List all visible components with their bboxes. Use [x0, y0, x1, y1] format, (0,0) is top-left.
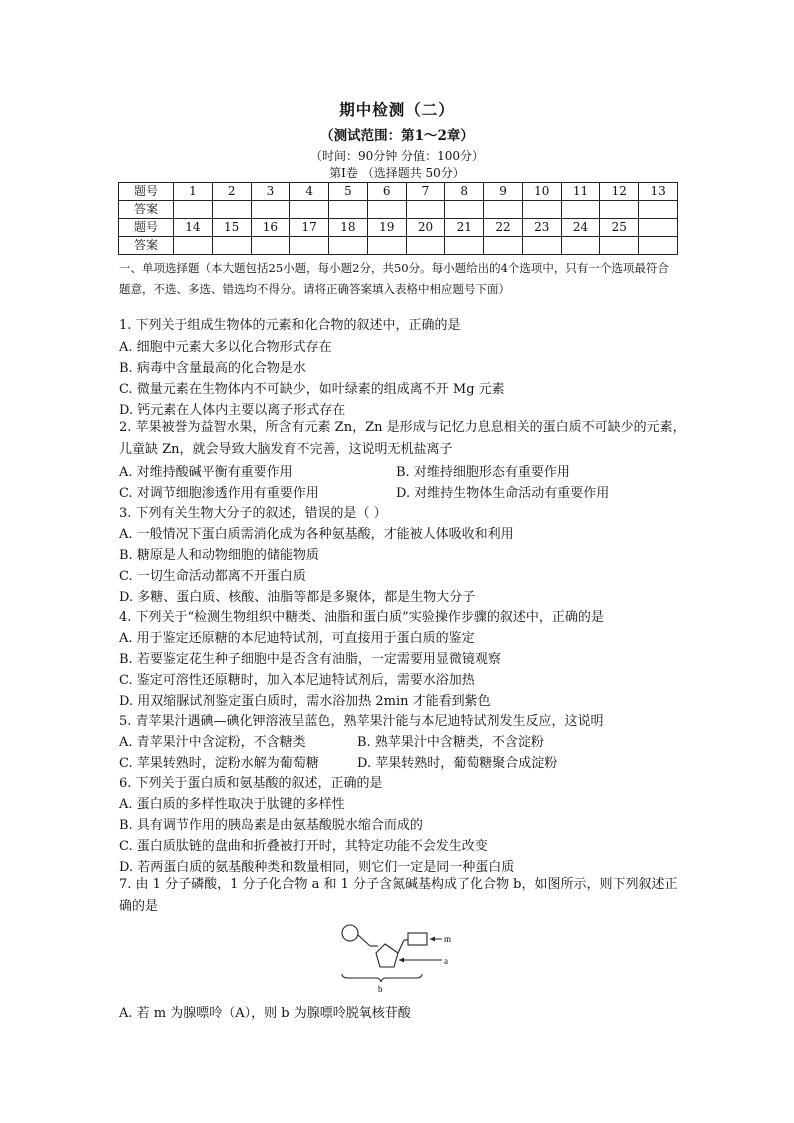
question-3-option-c: C. 一切生命活动都离不开蛋白质 — [119, 569, 306, 584]
question-6-option-d: D. 若两蛋白质的氨基酸种类和数量相同，则它们一定是同一种蛋白质 — [119, 860, 515, 875]
question-4-stem: 4. 下列关于“检测生物组织中糖类、油脂和蛋白质”实验操作步骤的叙述中，正确的是 — [119, 610, 604, 625]
phosphate-circle — [342, 925, 358, 941]
base-rectangle — [408, 933, 427, 945]
table-cell: 25 — [600, 219, 639, 237]
phosphate-bond — [358, 935, 370, 946]
table-cell: 14 — [174, 219, 213, 237]
pentose-ring — [376, 944, 398, 967]
table-cell: 2 — [212, 183, 251, 201]
question-5-option-d: D. 苹果转熟时，葡萄糖聚合成淀粉 — [357, 756, 558, 771]
label-a: a — [444, 956, 448, 966]
table-cell: 1 — [174, 183, 213, 201]
table-cell: 18 — [329, 219, 368, 237]
table-row — [119, 237, 678, 255]
question-2-option-a: A. 对维持酸碱平衡有重要作用 — [119, 465, 293, 480]
time-and-score: （时间：90分钟 分值：100分） — [310, 149, 484, 163]
answer-cell[interactable] — [561, 237, 600, 255]
answer-cell[interactable] — [174, 237, 213, 255]
table-cell: 题号 — [119, 183, 174, 201]
table-row — [119, 201, 678, 219]
question-4-option-a: A. 用于鉴定还原糖的本尼迪特试剂，可直接用于蛋白质的鉴定 — [119, 631, 475, 646]
table-cell: 8 — [445, 183, 484, 201]
answer-cell[interactable] — [251, 237, 290, 255]
question-7-option-a: A. 若 m 为腺嘌呤（A），则 b 为腺嘌呤脱氧核苷酸 — [119, 1006, 411, 1021]
question-1-option-b: B. 病毒中含量最高的化合物是水 — [119, 361, 306, 376]
answer-cell[interactable] — [174, 201, 213, 219]
table-cell: 题号 — [119, 219, 174, 237]
test-scope: （测试范围：第1～2章） — [320, 128, 474, 144]
question-5-stem: 5. 青苹果汁遇碘—碘化钾溶液呈蓝色，熟苹果汁能与本尼迪特试剂发生反应，这说明 — [119, 714, 604, 729]
table-cell: 19 — [367, 219, 406, 237]
answer-cell[interactable] — [406, 201, 445, 219]
answer-cell[interactable] — [445, 237, 484, 255]
table-cell: 15 — [212, 219, 251, 237]
question-2-stem: 2. 苹果被誉为益智水果，所含有元素 Zn，Zn 是形成与记忆力息息相关的蛋白质不可缺少的元素，儿童缺 Zn，就会导致大脑发育不完善，这说明无机盐离子 — [119, 420, 686, 457]
table-cell: 11 — [561, 183, 600, 201]
answer-cell[interactable] — [639, 237, 678, 255]
answer-cell[interactable] — [212, 201, 251, 219]
nucleotide-diagram — [338, 922, 468, 994]
answer-cell[interactable] — [406, 237, 445, 255]
label-m: m — [444, 934, 452, 944]
page-title: 期中检测（二） — [339, 100, 455, 119]
question-2-option-d: D. 对维持生物体生命活动有重要作用 — [396, 486, 610, 501]
question-5-option-b: B. 熟苹果汁中含糖类，不含淀粉 — [357, 735, 544, 750]
answer-cell[interactable] — [329, 237, 368, 255]
answer-cell[interactable] — [290, 201, 329, 219]
question-3-stem: 3. 下列有关生物大分子的叙述，错误的是（ ） — [119, 506, 387, 521]
table-cell — [639, 219, 678, 237]
question-4-option-b: B. 若要鉴定花生种子细胞中是否含有油脂，一定需要用显微镜观察 — [119, 652, 501, 667]
table-row — [119, 183, 678, 201]
answer-cell[interactable] — [445, 201, 484, 219]
table-cell: 24 — [561, 219, 600, 237]
table-cell: 7 — [406, 183, 445, 201]
table-cell: 9 — [484, 183, 523, 201]
table-cell: 13 — [639, 183, 678, 201]
table-cell: 23 — [522, 219, 561, 237]
answer-cell[interactable] — [367, 237, 406, 255]
answer-cell[interactable] — [484, 201, 523, 219]
answer-cell[interactable] — [367, 201, 406, 219]
question-5-option-a: A. 青苹果汁中含淀粉，不含糖类 — [119, 735, 306, 750]
answer-cell[interactable] — [600, 201, 639, 219]
label-b: b — [378, 984, 383, 994]
table-cell: 10 — [522, 183, 561, 201]
table-cell: 6 — [367, 183, 406, 201]
question-5-option-c: C. 苹果转熟时，淀粉水解为葡萄糖 — [119, 756, 319, 771]
answer-cell[interactable] — [484, 237, 523, 255]
question-1-option-a: A. 细胞中元素大多以化合物形式存在 — [119, 340, 332, 355]
question-1-option-d: D. 钙元素在人体内主要以离子形式存在 — [119, 403, 346, 418]
question-6-option-a: A. 蛋白质的多样性取决于肽键的多样性 — [119, 797, 345, 812]
table-cell: 12 — [600, 183, 639, 201]
question-3-option-b: B. 糖原是人和动物细胞的储能物质 — [119, 548, 319, 563]
answer-cell[interactable] — [329, 201, 368, 219]
table-cell: 4 — [290, 183, 329, 201]
brace-b — [342, 974, 422, 982]
table-cell: 5 — [329, 183, 368, 201]
table-cell: 17 — [290, 219, 329, 237]
question-4-option-c: C. 鉴定可溶性还原糖时，加入本尼迪特试剂后，需要水浴加热 — [119, 673, 475, 688]
answer-cell[interactable] — [600, 237, 639, 255]
question-1-stem: 1. 下列关于组成生物体的元素和化合物的叙述中，正确的是 — [119, 318, 461, 333]
section-heading: 第Ⅰ卷 （选择题共 50分） — [329, 166, 465, 180]
arrow-a-head — [399, 958, 404, 963]
question-2-option-c: C. 对调节细胞渗透作用有重要作用 — [119, 486, 319, 501]
question-6-option-c: C. 蛋白质肽链的盘曲和折叠被打开时，其特定功能不会发生改变 — [119, 839, 488, 854]
table-row — [119, 219, 678, 237]
table-cell: 答案 — [119, 201, 174, 219]
table-cell: 答案 — [119, 237, 174, 255]
table-cell: 21 — [445, 219, 484, 237]
answer-cell[interactable] — [561, 201, 600, 219]
answer-cell[interactable] — [212, 237, 251, 255]
question-3-option-a: A. 一般情况下蛋白质需消化成为各种氨基酸，才能被人体吸收和利用 — [119, 527, 514, 542]
table-cell: 22 — [484, 219, 523, 237]
question-2-option-b: B. 对维持细胞形态有重要作用 — [396, 465, 570, 480]
question-6-stem: 6. 下列关于蛋白质和氨基酸的叙述，正确的是 — [119, 776, 383, 791]
question-3-option-d: D. 多糖、蛋白质、核酸、油脂等都是多聚体，都是生物大分子 — [119, 590, 476, 605]
table-cell: 3 — [251, 183, 290, 201]
answer-table — [118, 182, 678, 255]
arrow-m-head — [430, 937, 435, 942]
question-1-option-c: C. 微量元素在生物体内不可缺少，如叶绿素的组成离不开 Mg 元素 — [119, 382, 505, 397]
table-cell: 16 — [251, 219, 290, 237]
question-7-stem: 7. 由 1 分子磷酸，1 分子化合物 a 和 1 分子含氮碱基构成了化合物 b，如图所示，则下列叙述正确的是 — [119, 877, 678, 914]
answer-cell[interactable] — [251, 201, 290, 219]
instructions: 一、单项选择题（本大题包括25小题，每小题2分，共50分。每小题给出的4个选项中，只有一个选项最符合题意，不选、多选、错选均不得分。请将正确答案填入表格中相应题号下面） — [119, 261, 669, 296]
answer-cell[interactable] — [639, 201, 678, 219]
answer-cell[interactable] — [290, 237, 329, 255]
answer-cell[interactable] — [522, 237, 561, 255]
base-bond — [398, 940, 404, 953]
table-cell: 20 — [406, 219, 445, 237]
answer-cell[interactable] — [522, 201, 561, 219]
question-6-option-b: B. 具有调节作用的胰岛素是由氨基酸脱水缩合而成的 — [119, 818, 423, 833]
question-4-option-d: D. 用双缩脲试剂鉴定蛋白质时，需水浴加热 2min 才能看到紫色 — [119, 694, 491, 709]
